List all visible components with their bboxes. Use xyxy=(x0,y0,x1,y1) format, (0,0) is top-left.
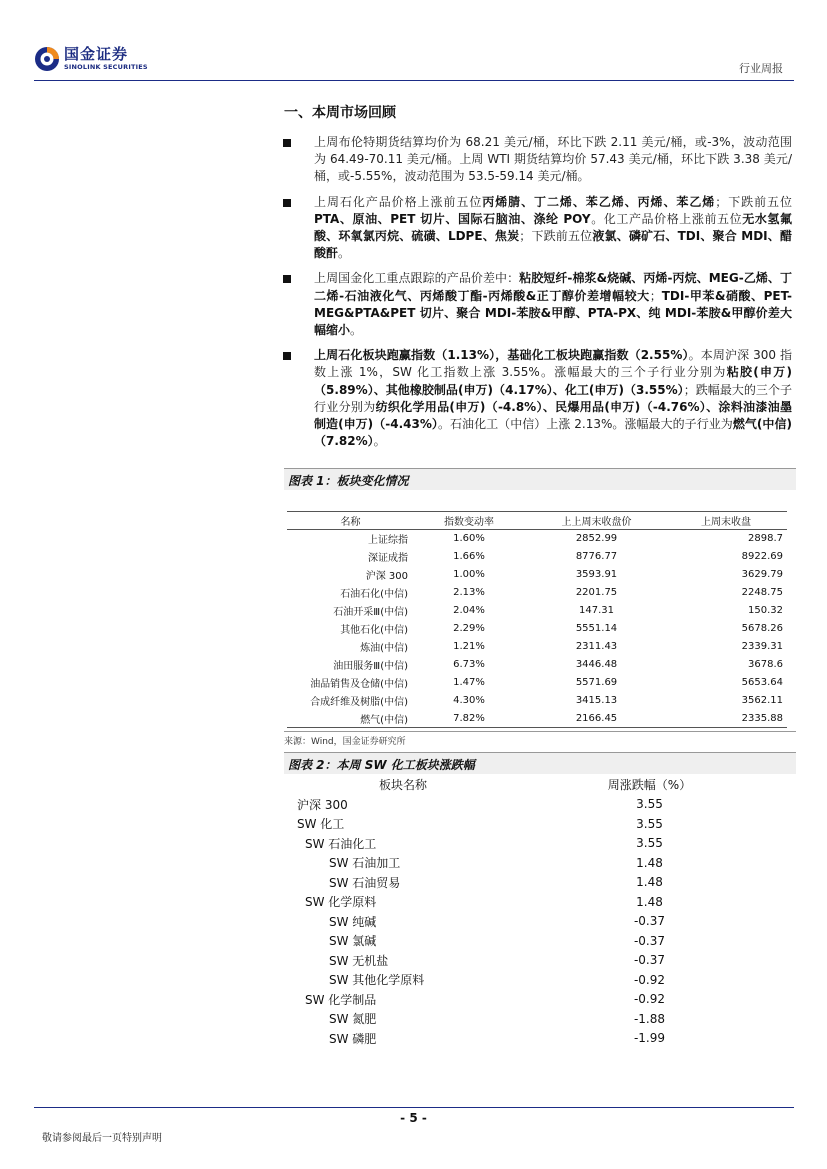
sector-name: SW 氮肥 xyxy=(329,1012,377,1027)
square-bullet-icon xyxy=(283,275,291,283)
disclaimer: 敬请参阅最后一页特别声明 xyxy=(42,1133,162,1144)
table-cell: 1.21% xyxy=(453,641,485,652)
table-cell: 5551.14 xyxy=(575,623,618,634)
table-row xyxy=(287,1029,737,1049)
weekly-change: -0.92 xyxy=(633,972,666,987)
table-cell: 3415.13 xyxy=(575,695,618,706)
table-row xyxy=(287,710,787,728)
bullet-item xyxy=(280,194,792,263)
table-cell: 2335.88 xyxy=(669,710,787,728)
table-row xyxy=(287,548,787,566)
table-cell: 1.47% xyxy=(453,677,485,688)
table-row xyxy=(287,1009,737,1029)
logo-en-text: SINOLINK SECURITIES xyxy=(64,63,148,72)
table-cell: 石油石化(中信) xyxy=(340,589,408,600)
weekly-change: -0.37 xyxy=(633,914,666,929)
bullet-item xyxy=(280,134,792,186)
table-cell: 6.73% xyxy=(453,659,485,670)
table-cell: 3446.48 xyxy=(575,659,618,670)
col-close: 上周末收盘 xyxy=(669,512,787,530)
page-number: - 5 - xyxy=(400,1111,427,1125)
table-cell: 石油开采Ⅲ(中信) xyxy=(333,607,408,618)
section-title: 一、本周市场回顾 xyxy=(284,105,396,121)
bullet-text: 。化工产品价格上涨前五位 xyxy=(590,211,743,226)
weekly-change: 3.55 xyxy=(636,816,663,831)
col-prev-close: 上上周末收盘价 xyxy=(524,512,669,530)
bullet-text: 。 xyxy=(338,246,351,261)
table-cell: 2311.43 xyxy=(575,641,618,652)
weekly-change: 3.55 xyxy=(636,836,663,851)
bullet-text: 。石油化工（中信）上涨 2.13%。涨幅最大的子行业为 xyxy=(437,417,733,432)
bullet-text: ； xyxy=(649,288,662,303)
bullet-emphasis: PTA、原油、PET 切片、国际石脑油、涤纶 POY xyxy=(314,211,591,226)
table-cell: 7.82% xyxy=(414,710,524,728)
bullet-text: 。 xyxy=(350,323,363,338)
sector-change-table xyxy=(287,511,787,728)
bullet-emphasis: 粘胶短纤-棉浆&烧碱、丙烯-丙烷、MEG-乙烯、丁二烯-石油液化气、丙烯酸丁酯-丙烯酸&正丁醇价差增幅较大 xyxy=(314,271,792,303)
weekly-change: -1.88 xyxy=(633,1011,666,1026)
bullet-text: 上周国金化工重点跟踪的产品价差中： xyxy=(314,271,520,286)
bullet-text: ；下跌前五位 xyxy=(715,194,792,209)
bullet-text: ；跌幅最大的三个子行业分别为 xyxy=(314,382,792,414)
bullet-emphasis: 无水氢氟酸、环氧氯丙烷、硫磺、LDPE、焦炭 xyxy=(314,211,792,244)
sector-name: SW 磷肥 xyxy=(329,1031,377,1046)
table-cell: 燃气(中信) xyxy=(287,710,414,728)
bullet-emphasis: 粘胶(申万)（5.89%）、其他橡胶制品(申万)（4.17%）、化工(申万)（3.55%） xyxy=(314,365,792,397)
table-row xyxy=(287,620,787,638)
bullet-emphasis: 液氯、磷矿石、TDI、聚合 MDI、醋酸酐 xyxy=(314,229,792,261)
table-cell: 2166.45 xyxy=(524,710,669,728)
table-cell: 油田服务Ⅲ(中信) xyxy=(333,661,408,672)
bullet-item xyxy=(280,347,792,450)
header-divider xyxy=(34,80,794,81)
sector-name: 沪深 300 xyxy=(297,797,348,812)
sector-name: SW 石油加工 xyxy=(329,856,401,871)
sector-name: SW 纯碱 xyxy=(329,914,377,929)
weekly-change: 1.48 xyxy=(636,875,663,890)
table-cell: 2898.7 xyxy=(748,533,783,545)
bullet-text: 上周石化产品价格上涨前五位 xyxy=(314,194,483,209)
table-cell: 2852.99 xyxy=(575,533,618,545)
square-bullet-icon xyxy=(283,199,291,207)
table-row xyxy=(287,931,737,951)
bullet-emphasis: TDI-甲苯&硝酸、PET-MEG&PTA&PET 切片、聚合 MDI-苯胺&甲醇、PTA-PX、纯 MDI-苯胺&甲醇价差大幅缩小 xyxy=(314,288,792,338)
sector-name: SW 无机盐 xyxy=(329,953,389,968)
table-row xyxy=(287,834,737,854)
col-name: 名称 xyxy=(287,512,414,530)
table-cell: 2201.75 xyxy=(575,587,618,598)
table-cell: 147.31 xyxy=(579,605,614,616)
square-bullet-icon xyxy=(283,352,291,360)
table-cell: 3678.6 xyxy=(748,659,783,670)
sector-name: SW 其他化学原料 xyxy=(329,973,425,988)
table-row xyxy=(287,566,787,584)
table-cell: 1.00% xyxy=(453,569,485,580)
table-cell: 3562.11 xyxy=(741,695,783,706)
figure1-title: 图表 1：板块变化情况 xyxy=(284,468,796,490)
weekly-change: 1.48 xyxy=(636,855,663,870)
weekly-change: -0.37 xyxy=(633,933,666,948)
table-cell: 2.04% xyxy=(453,605,485,616)
col-sector: 板块名称 xyxy=(379,778,428,793)
col-weekly-change: 周涨跌幅（%） xyxy=(607,778,692,793)
table-cell: 沪深 300 xyxy=(365,571,408,582)
table-cell: 5653.64 xyxy=(741,677,783,688)
col-change: 指数变动率 xyxy=(414,512,524,530)
table-cell: 2339.31 xyxy=(741,641,783,652)
table-row xyxy=(287,602,787,620)
table-cell: 3593.91 xyxy=(575,569,618,580)
figure1-source: 来源：Wind，国金证券研究所 xyxy=(284,731,796,747)
table-cell: 8776.77 xyxy=(575,551,618,562)
table-cell: 2.13% xyxy=(453,587,485,598)
table-row xyxy=(287,912,737,932)
table-cell: 炼油(中信) xyxy=(360,643,408,654)
footer-divider xyxy=(34,1107,794,1108)
table-cell: 2.29% xyxy=(453,623,485,634)
table-cell: 2248.75 xyxy=(741,587,783,598)
table-row xyxy=(287,656,787,674)
company-logo xyxy=(34,46,148,72)
table-row xyxy=(287,692,787,710)
bullet-text: 上周布伦特期货结算均价为 68.21 美元/桶，环比下跌 2.11 美元/桶，或-3%，波动范围为 64.49-70.11 美元/桶。上周 WTI 期货结算均价 57.43 美元/桶，环比下跌 3.38 美元/桶，或-5.55%，波动范围为 53.5-59.14 美元/桶。 xyxy=(314,135,792,184)
table-row xyxy=(287,674,787,692)
table-row xyxy=(287,853,737,873)
review-bullets xyxy=(280,134,792,458)
sector-name: SW 化学原料 xyxy=(305,895,377,910)
table-row xyxy=(287,584,787,602)
table-cell: 1.60% xyxy=(453,533,485,545)
figure2-title: 图表 2：本周 SW 化工板块涨跌幅 xyxy=(284,752,796,774)
table-row xyxy=(287,814,737,834)
table-row xyxy=(287,795,737,815)
page-header xyxy=(0,0,827,82)
bullet-text: ；下跌前五位 xyxy=(519,229,593,244)
bullet-text: 。本周沪深 300 指数上涨 1%，SW 化工指数上涨 3.55%。涨幅最大的三个子行业分别为 xyxy=(314,348,792,380)
weekly-change: -1.99 xyxy=(633,1031,666,1046)
table-cell: 上证综指 xyxy=(368,535,408,547)
sw-chemical-table xyxy=(287,775,737,1048)
table-cell: 3629.79 xyxy=(741,569,783,580)
table-cell: 8922.69 xyxy=(741,551,783,562)
table-cell: 合成纤维及树脂(中信) xyxy=(310,697,408,708)
table-row xyxy=(287,892,737,912)
table-cell: 1.66% xyxy=(453,551,485,562)
logo-mark-icon xyxy=(34,46,60,72)
sector-name: SW 化工 xyxy=(297,817,345,832)
sector-name: SW 氯碱 xyxy=(329,934,377,949)
table-cell: 深证成指 xyxy=(368,553,408,564)
report-type: 行业周报 xyxy=(739,62,783,75)
table-cell: 4.30% xyxy=(453,695,485,706)
table-row xyxy=(287,638,787,656)
table-cell: 5571.69 xyxy=(575,677,618,688)
table-header-row xyxy=(287,512,787,530)
sector-name: SW 化学制品 xyxy=(305,992,377,1007)
bullet-emphasis: 丙烯腈、丁二烯、苯乙烯、丙烯、苯乙烯 xyxy=(482,194,716,209)
table-row xyxy=(287,873,737,893)
square-bullet-icon xyxy=(283,139,291,147)
bullet-item xyxy=(280,270,792,339)
table-header-row xyxy=(287,775,737,795)
bullet-emphasis: 纺织化学用品(申万)（-4.8%）、民爆用品(申万)（-4.76%）、涂料油漆油墨制造(申万)（-4.43%） xyxy=(314,399,792,432)
table-cell: 150.32 xyxy=(748,605,783,616)
weekly-change: -0.37 xyxy=(633,953,666,968)
logo-cn-text: 国金证券 xyxy=(64,45,129,64)
weekly-change: -0.92 xyxy=(633,992,666,1007)
table-cell: 5678.26 xyxy=(741,623,783,634)
weekly-change: 1.48 xyxy=(636,894,663,909)
sector-name: SW 石油化工 xyxy=(305,836,377,851)
bullet-emphasis: 上周石化板块跑赢指数（1.13%），基础化工板块跑赢指数（2.55%） xyxy=(314,348,689,363)
table-cell: 其他石化(中信) xyxy=(340,625,408,636)
weekly-change: 3.55 xyxy=(636,797,663,812)
bullet-text: 。 xyxy=(373,434,386,449)
sector-name: SW 石油贸易 xyxy=(329,875,401,890)
table-row xyxy=(287,990,737,1010)
table-cell: 油品销售及仓储(中信) xyxy=(310,679,408,690)
bullet-emphasis: 燃气(中信)（7.82%） xyxy=(314,417,792,449)
table-row xyxy=(287,530,787,548)
table-row xyxy=(287,951,737,971)
table-row xyxy=(287,970,737,990)
